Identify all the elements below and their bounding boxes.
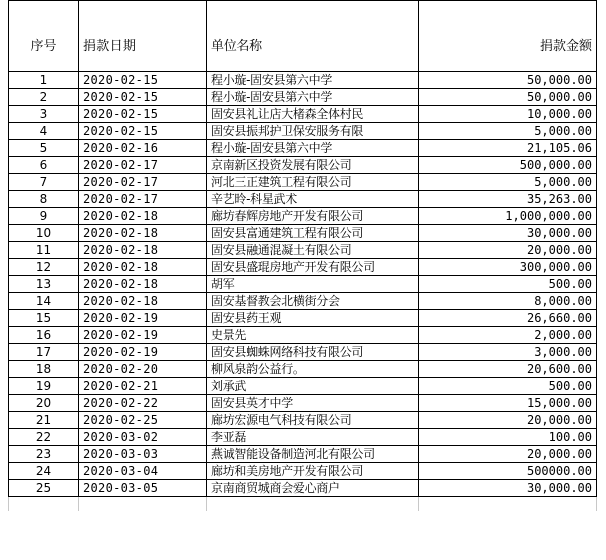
cell-date[interactable]: 2020-02-21: [79, 378, 207, 395]
table-row: [9, 480, 597, 497]
cell-no[interactable]: 15: [9, 310, 79, 327]
cell-date[interactable]: 2020-02-18: [79, 225, 207, 242]
cell-name[interactable]: 固安县礼让店大楮森全体村民: [207, 106, 419, 123]
cell-amount[interactable]: 500.00: [419, 378, 597, 395]
cell-no[interactable]: 17: [9, 344, 79, 361]
header-no[interactable]: 序号: [9, 1, 79, 72]
cell-date[interactable]: 2020-02-17: [79, 191, 207, 208]
cell-name[interactable]: 胡军: [207, 276, 419, 293]
table-header-row: [9, 1, 597, 72]
cell-no[interactable]: 18: [9, 361, 79, 378]
cell-amount[interactable]: 50,000.00: [419, 89, 597, 106]
cell-name[interactable]: 固安县盛琨房地产开发有限公司: [207, 259, 419, 276]
cell-name[interactable]: 柳风泉韵公益行。: [207, 361, 419, 378]
table-row: [9, 123, 597, 140]
cell-name[interactable]: 固安基督教会北横街分会: [207, 293, 419, 310]
cell-name[interactable]: 程小璇-固安县第六中学: [207, 140, 419, 157]
cell-amount[interactable]: 10,000.00: [419, 106, 597, 123]
cell-date[interactable]: 2020-02-19: [79, 310, 207, 327]
cell-name[interactable]: 史景先: [207, 327, 419, 344]
cell-name[interactable]: 程小璇-固安县第六中学: [207, 89, 419, 106]
table-row: [9, 259, 597, 276]
cell-amount[interactable]: 5,000.00: [419, 123, 597, 140]
cell-date[interactable]: 2020-02-25: [79, 412, 207, 429]
table-row: [9, 106, 597, 123]
cell-name[interactable]: 燕诚智能设备制造河北有限公司: [207, 446, 419, 463]
cell-date[interactable]: 2020-02-19: [79, 344, 207, 361]
cell-amount[interactable]: 2,000.00: [419, 327, 597, 344]
cell-name[interactable]: 廊坊宏源电气科技有限公司: [207, 412, 419, 429]
cell-amount[interactable]: 100.00: [419, 429, 597, 446]
cell-no[interactable]: 12: [9, 259, 79, 276]
cell-name[interactable]: 京南商贸城商会爱心商户: [207, 480, 419, 497]
table-row: [9, 463, 597, 480]
cell-amount[interactable]: 35,263.00: [419, 191, 597, 208]
cell-name[interactable]: 辛艺昤-科星武术: [207, 191, 419, 208]
table-row: [9, 157, 597, 174]
cell-date[interactable]: 2020-02-18: [79, 276, 207, 293]
cell-date[interactable]: 2020-02-19: [79, 327, 207, 344]
cell-name[interactable]: 李亚磊: [207, 429, 419, 446]
cell-no[interactable]: 3: [9, 106, 79, 123]
empty-row: [9, 497, 597, 512]
cell-no[interactable]: 5: [9, 140, 79, 157]
cell-date[interactable]: 2020-02-18: [79, 242, 207, 259]
cell-no[interactable]: 1: [9, 72, 79, 89]
cell-name[interactable]: 固安县药王观: [207, 310, 419, 327]
cell-date[interactable]: 2020-02-18: [79, 208, 207, 225]
cell-amount[interactable]: 8,000.00: [419, 293, 597, 310]
cell-date[interactable]: 2020-02-22: [79, 395, 207, 412]
empty-cell[interactable]: [207, 497, 419, 512]
cell-date[interactable]: 2020-02-18: [79, 293, 207, 310]
cell-date[interactable]: 2020-02-17: [79, 157, 207, 174]
cell-date[interactable]: 2020-02-15: [79, 123, 207, 140]
cell-no[interactable]: 9: [9, 208, 79, 225]
cell-no[interactable]: 6: [9, 157, 79, 174]
cell-no[interactable]: 24: [9, 463, 79, 480]
table-row: [9, 276, 597, 293]
cell-amount[interactable]: 500.00: [419, 276, 597, 293]
table-row: [9, 344, 597, 361]
table-row: [9, 361, 597, 378]
cell-name[interactable]: 河北三正建筑工程有限公司: [207, 174, 419, 191]
cell-date[interactable]: 2020-02-20: [79, 361, 207, 378]
cell-date[interactable]: 2020-02-17: [79, 174, 207, 191]
cell-amount[interactable]: 26,660.00: [419, 310, 597, 327]
donation-table: [8, 0, 597, 511]
table-row: [9, 429, 597, 446]
table-row: [9, 191, 597, 208]
table-row: [9, 310, 597, 327]
cell-name[interactable]: 固安县富通建筑工程有限公司: [207, 225, 419, 242]
cell-amount[interactable]: 20,000.00: [419, 412, 597, 429]
cell-no[interactable]: 8: [9, 191, 79, 208]
empty-cell[interactable]: [9, 497, 79, 512]
cell-name[interactable]: 固安县融通混凝土有限公司: [207, 242, 419, 259]
table-row: [9, 293, 597, 310]
table-row: [9, 174, 597, 191]
cell-name[interactable]: 廊坊春辉房地产开发有限公司: [207, 208, 419, 225]
cell-amount[interactable]: 300,000.00: [419, 259, 597, 276]
cell-date[interactable]: 2020-02-18: [79, 259, 207, 276]
cell-no[interactable]: 10: [9, 225, 79, 242]
cell-date[interactable]: 2020-03-05: [79, 480, 207, 497]
table-row: [9, 72, 597, 89]
cell-no[interactable]: 2: [9, 89, 79, 106]
table-row: [9, 140, 597, 157]
cell-no[interactable]: 21: [9, 412, 79, 429]
table-row: [9, 395, 597, 412]
table-row: [9, 446, 597, 463]
cell-no[interactable]: 14: [9, 293, 79, 310]
cell-name[interactable]: 固安县英才中学: [207, 395, 419, 412]
cell-amount[interactable]: 3,000.00: [419, 344, 597, 361]
table-row: [9, 225, 597, 242]
cell-no[interactable]: 23: [9, 446, 79, 463]
cell-date[interactable]: 2020-03-04: [79, 463, 207, 480]
table-row: [9, 208, 597, 225]
cell-no[interactable]: 25: [9, 480, 79, 497]
cell-date[interactable]: 2020-03-02: [79, 429, 207, 446]
table-row: [9, 242, 597, 259]
cell-date[interactable]: 2020-03-03: [79, 446, 207, 463]
cell-amount[interactable]: 1,000,000.00: [419, 208, 597, 225]
cell-name[interactable]: 廊坊和美房地产开发有限公司: [207, 463, 419, 480]
cell-date[interactable]: 2020-02-15: [79, 72, 207, 89]
cell-name[interactable]: 固安县振邦护卫保安服务有限: [207, 123, 419, 140]
cell-date[interactable]: 2020-02-15: [79, 106, 207, 123]
cell-amount[interactable]: 30,000.00: [419, 225, 597, 242]
cell-no[interactable]: 13: [9, 276, 79, 293]
cell-amount[interactable]: 21,105.06: [419, 140, 597, 157]
cell-no[interactable]: 20: [9, 395, 79, 412]
cell-name[interactable]: 固安县蜘蛛网络科技有限公司: [207, 344, 419, 361]
cell-no[interactable]: 4: [9, 123, 79, 140]
cell-no[interactable]: 16: [9, 327, 79, 344]
cell-amount[interactable]: 30,000.00: [419, 480, 597, 497]
cell-name[interactable]: 京南新区投资发展有限公司: [207, 157, 419, 174]
table-row: [9, 89, 597, 106]
cell-name[interactable]: 刘承武: [207, 378, 419, 395]
cell-amount[interactable]: 500000.00: [419, 463, 597, 480]
cell-amount[interactable]: 50,000.00: [419, 72, 597, 89]
table-row: [9, 327, 597, 344]
header-amount[interactable]: 捐款金额: [419, 1, 597, 72]
cell-date[interactable]: 2020-02-16: [79, 140, 207, 157]
header-name[interactable]: 单位名称: [207, 1, 419, 72]
cell-amount[interactable]: 20,000.00: [419, 242, 597, 259]
cell-date[interactable]: 2020-02-15: [79, 89, 207, 106]
cell-no[interactable]: 11: [9, 242, 79, 259]
cell-amount[interactable]: 20,600.00: [419, 361, 597, 378]
cell-no[interactable]: 19: [9, 378, 79, 395]
cell-amount[interactable]: 15,000.00: [419, 395, 597, 412]
cell-name[interactable]: 程小璇-固安县第六中学: [207, 72, 419, 89]
empty-cell[interactable]: [79, 497, 207, 512]
table-row: [9, 412, 597, 429]
cell-amount[interactable]: 20,000.00: [419, 446, 597, 463]
cell-amount[interactable]: 5,000.00: [419, 174, 597, 191]
table-row: [9, 378, 597, 395]
empty-cell[interactable]: [419, 497, 597, 512]
cell-amount[interactable]: 500,000.00: [419, 157, 597, 174]
header-date[interactable]: 捐款日期: [79, 1, 207, 72]
cell-no[interactable]: 7: [9, 174, 79, 191]
cell-no[interactable]: 22: [9, 429, 79, 446]
